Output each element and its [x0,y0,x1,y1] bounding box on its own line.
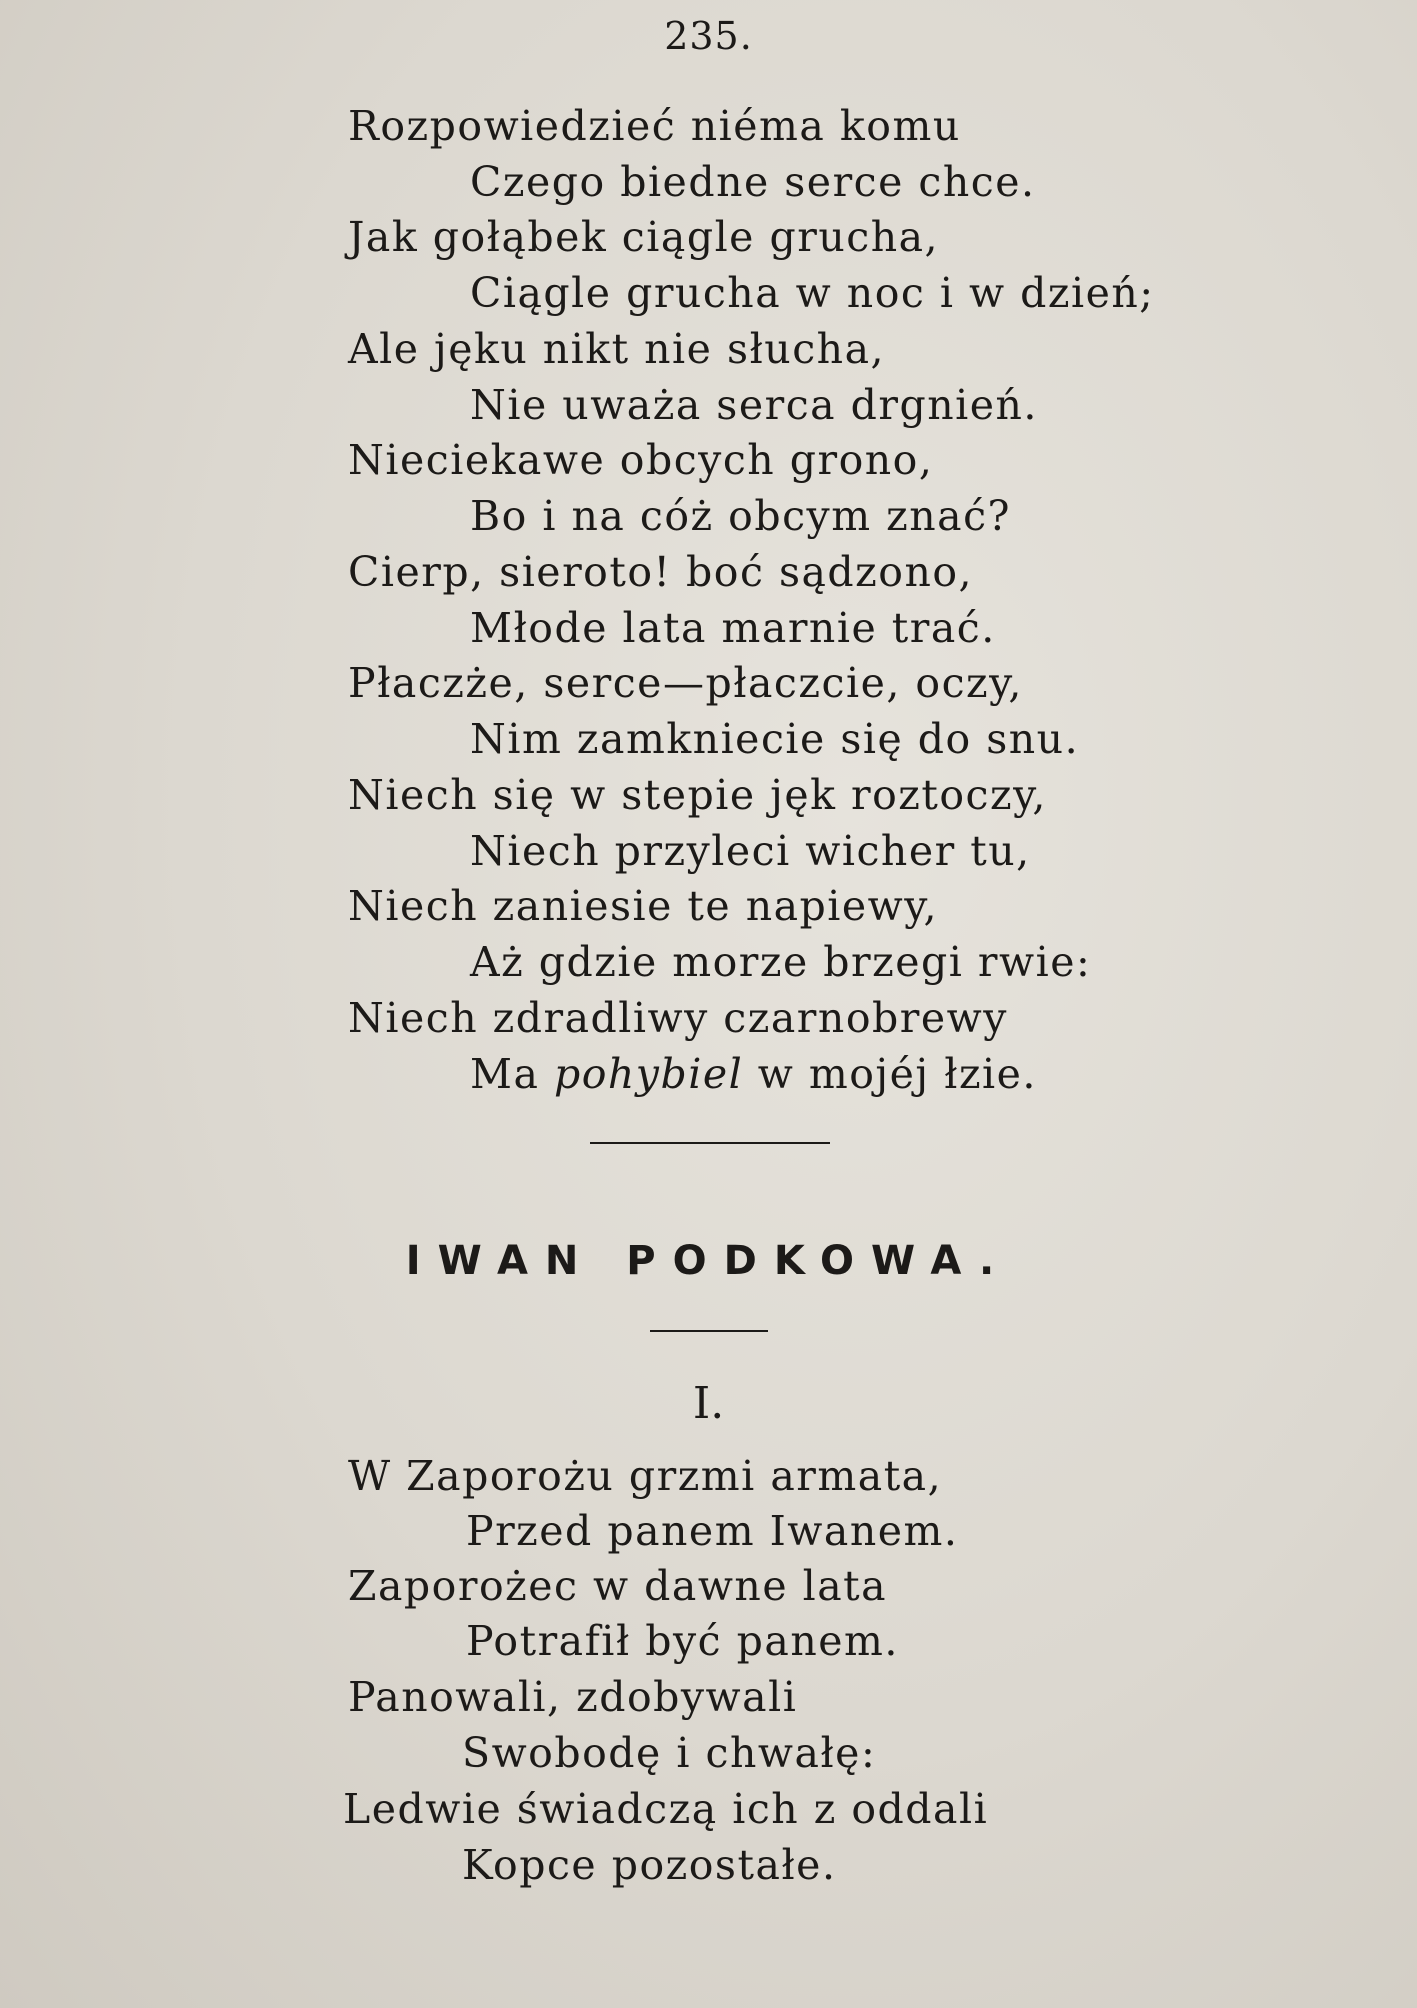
verse-text: w mojéj łzie. [743,1050,1037,1098]
verse-line: Panowali, zdobywali [348,1673,798,1721]
verse-line: Przed panem Iwanem. [466,1507,959,1555]
verse-line: Rozpowiedzieć niéma komu [348,102,961,150]
verse-line: Ciągle grucha w noc i w dzień; [470,269,1155,317]
verse-line: Nie uważa serca drgnień. [470,381,1038,429]
verse-line: Niech zdradliwy czarnobrewy [348,994,1008,1042]
verse-line: Ale jęku nikt nie słucha, [348,325,886,373]
verse-text: Ma [470,1050,554,1098]
verse-line: Bo i na cóż obcym znać? [470,492,1012,540]
verse-line: Aż gdzie morze brzegi rwie: [470,938,1092,986]
page-number: 235. [664,14,753,58]
verse-line: Młode lata marnie trać. [470,604,996,652]
verse-line: Niech przyleci wicher tu, [470,827,1031,875]
verse-line: Nim zamkniecie się do snu. [470,715,1080,763]
verse-line: Czego biedne serce chce. [470,158,1036,206]
verse-line: Jak gołąbek ciągle grucha, [348,213,940,261]
verse-line: Zaporożec w dawne lata [348,1562,888,1610]
verse-line: Niech zaniesie te napiewy, [348,882,939,930]
verse-line: Swobodę i chwałę: [462,1729,877,1777]
verse-line: W Zaporożu grzmi armata, [348,1452,943,1500]
poem-title: IWAN PODKOWA. [405,1238,1012,1284]
title-underline [650,1330,768,1332]
verse-line: Kopce pozostałe. [462,1841,837,1889]
verse-line: Nieciekawe obcych grono, [348,436,934,484]
verse-line: Cierp, sieroto! boć sądzono, [348,548,974,596]
section-number: I. [692,1378,725,1429]
verse-line: Niech się w stepie jęk roztoczy, [348,771,1047,819]
italic-word: pohybiel [553,1050,744,1098]
verse-line: Ledwie świadczą ich z oddali [343,1785,989,1833]
section-divider [590,1142,830,1144]
verse-line-last [470,1050,1037,1098]
verse-line: Płaczże, serce—płaczcie, oczy, [348,659,1023,707]
verse-line: Potrafił być panem. [466,1617,899,1665]
